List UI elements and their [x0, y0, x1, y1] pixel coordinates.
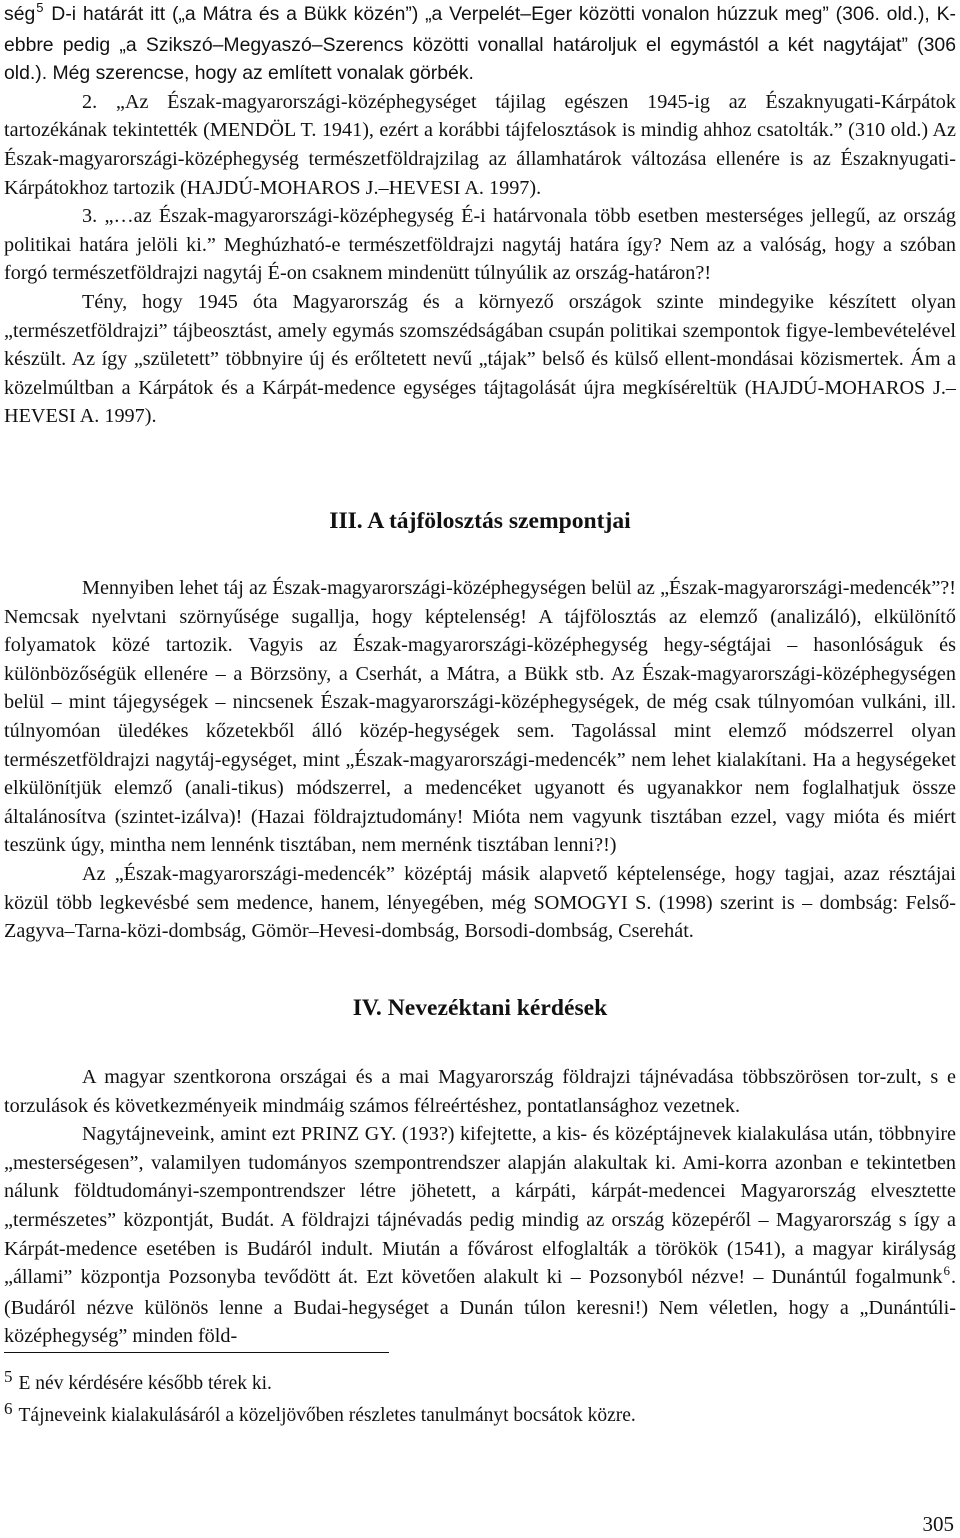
- footnote-ref-6: 6: [943, 1263, 950, 1279]
- paragraph-iii-2: Az „Észak-magyarországi-medencék” középtáj másik alapvető képtelensége, hogy tagjai, azaz résztájai közül több legkevésbé sem medence, hanem, lényegében, még SOMOGYI S. (1998) szerint is – dombság: Felső-Zagyva–Tarna-közi-dombság, Gömör–Hevesi-dombság, Borsodi-dombság, Cserehát.: [4, 862, 956, 943]
- text-run: . (Budáról nézve különös lenne a Budai-hegységet a Dunán túlon keresni!) Nem véletlen, hogy a „Dunántúli-középhegység” minden föld-: [4, 1266, 956, 1348]
- footnote-text: E név kérdésére később térek ki.: [18, 1373, 272, 1394]
- text-run: ség: [4, 3, 36, 25]
- section-iii: [4, 505, 956, 537]
- section-iv: [4, 992, 956, 1024]
- section-heading-iv: IV. Nevezéktani kérdések: [352, 995, 608, 1021]
- paragraph-continuation: [4, 0, 956, 88]
- footnote-text: Tájneveink kialakulásáról a közeljövőben részletes tanulmányt bocsátok közre.: [18, 1405, 636, 1426]
- footnote-ref-5: 5: [36, 0, 44, 15]
- paragraph-iii-1: Mennyiben lehet táj az Észak-magyarországi-középhegységen belül az „Észak-magyarországi-medencék”?! Nemcsak nyelvtani szörnyűsége sugallja, hogy képtelenség! A tájfölosztás az elemző (analizáló), elkülönítő folyamatok közé tartozik. Vagyis az Észak-magyarországi-középhegység hegy-ségtájai – hasonlóságuk és különbözőségük ellenére – a Börzsöny, a Cserhát, a Mátra, a Bükk stb. Az Észak-magyarországi-középhegységen belül – mint tájegységek – nincsenek Észak-magyarországi-középhegységek, de még csak túlnyomóan vulkáni, ill. túlnyomóan üledékes kőzetekből álló közép-hegységek sem. Tagolással mint elemző módszerrel olyan természetföldrajzi nagytáj-egységet, mint „Észak-magyarországi-medencék” nem lehet kialakítani. Ha a hegységeket elkülönítjük elemző (anali-tikus) módszerrel, a medencéket ugyanott és ugyanakkor nem foglalhatjuk össze általánosítva (szintet-izálva)! (Hazai földrajztudomány! Mióta nem vagyunk tisztában ezzel, vagy mióta és miért teszünk úgy, mintha nem lennénk tisztában, nem mernénk tisztában lenni?!): [4, 577, 956, 857]
- paragraph-point-2: 2. „Az Észak-magyarországi-középhegységet tájilag egészen 1945-ig az Északnyugati-Kárpátok tartozékának tekintették (MENDÖL T. 1941), ezért a korábbi tájfelosztások is mindig ahhoz csatolták.” (310 old.) Az Észak-magyarországi-középhegység természetföldrajzilag az államhatárok változása ellenére is az Északnyugati-Kárpátokhoz tartozik (HAJDÚ-MOHAROS J.–HEVESI A. 1997).: [4, 90, 956, 199]
- footnote-number: 6: [4, 1399, 13, 1418]
- text-run: D-i határát itt („a Mátra és a Bükk közén”) „a Verpelét–Eger közötti vonalon húzzuk meg” (306. old.), K-ebbre pedig „a Szikszó–Megyaszó–Szerencs közötti vonallal határoljuk el egymástól a két nagytájat” (306 old.). Még szerencse, hogy az említett vonalak görbék.: [4, 3, 956, 85]
- page-number: 305: [922, 1512, 954, 1536]
- paragraph-iv-1: A magyar szentkorona országai és a mai Magyarország földrajzi tájnévadása többszörösen tor-zult, s e torzulások és következményeik mindmáig számos félreértéshez, pontatlansághoz vezetnek.: [4, 1066, 956, 1117]
- section-iii-body: [4, 574, 956, 946]
- section-heading-iii: III. A tájfölosztás szempontjai: [329, 508, 631, 534]
- opening-block: [4, 0, 956, 431]
- footnote-6: [4, 1399, 636, 1428]
- footnote-divider: [4, 1352, 389, 1353]
- footnote-5: [4, 1367, 272, 1396]
- text-run: Nagytájneveink, amint ezt PRINZ GY. (193?) kifejtette, a kis- és középtájnevek kialakulása után, többnyire „mesterségesen”, valamilyen tudományos szempontrendszer alapján alakultak ki. Ami-korra azonban e tekintetben nálunk földtudományi-szempontrendszer létre jöhetett, a kárpáti, kárpát-medencei Magyarország elvesztette „természetes” központját, Budát. A földrajzi tájnévadás pedig mindig az ország közepéről – Magyarország s így a Kárpát-medence esetében is Budáról indult. Miután a fővárost elfoglalták a törökök (1541), a magyar királyság „állami” központja Pozsonyba tevődött át. Ezt követően alakult ki – Pozsonyból nézve! – Dunántúl fogalmunk: [4, 1123, 956, 1289]
- section-iv-body: [4, 1063, 956, 1351]
- footnote-number: 5: [4, 1367, 13, 1386]
- paragraph-point-3: 3. „…az Észak-magyarországi-középhegység É-i határvonala több esetben mesterséges jellegű, az ország politikai határa jelöli ki.” Meghúzható-e természetföldrajzi nagytáj határa így? Nem az a valóság, hogy a szóban forgó természetföldrajzi nagytáj É-on csaknem mindenütt túlnyúlik az ország-határon?!: [4, 205, 956, 285]
- paragraph-teny: Tény, hogy 1945 óta Magyarország és a környező országok szinte mindegyike készített olyan „természetföldrajzi” tájbeosztást, amely egymás szomszédságában csupán politikai szempontok figye-lembevételével készült. Az így „született” többnyire új és erőltetett nevű „tájak” belső és külső ellent-mondásai közismertek. Ám a közelmúltban a Kárpátok és a Kárpát-medence egységes tájtagolását újra megkíséreltük (HAJDÚ-MOHAROS J.–HEVESI A. 1997).: [4, 290, 956, 428]
- paragraph-iv-2: [4, 1120, 956, 1351]
